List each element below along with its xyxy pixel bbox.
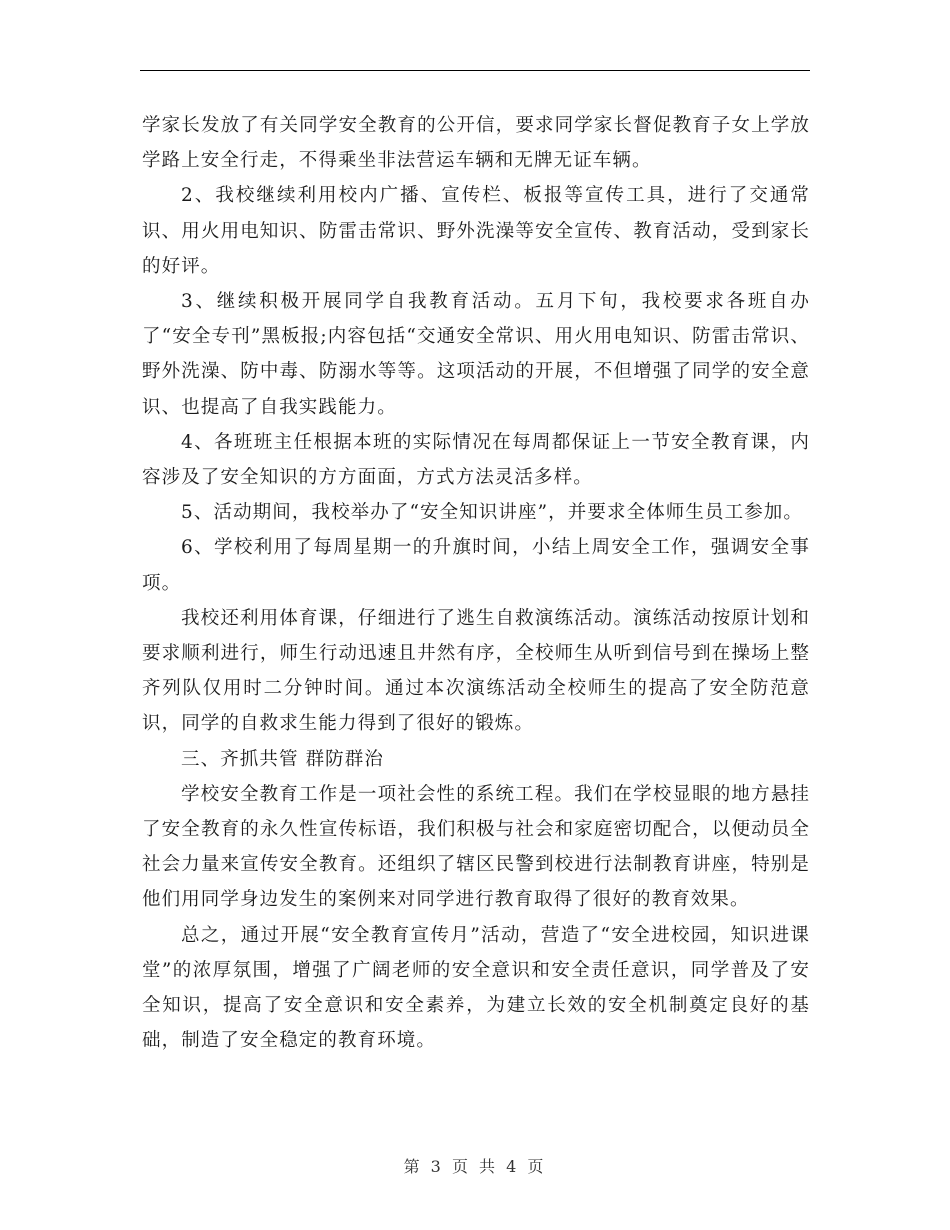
paragraph-10: 总之，通过开展“安全教育宣传月”活动，营造了“安全进校园，知识进课堂”的浓厚氛围，增强了广阔老师的安全意识和安全责任意识，同学普及了安全知识，提高了安全意识和安全素养，为建立长效的安全机制奠定良好的基础，制造了安全稳定的教育环境。 (142, 924, 810, 1052)
paragraph-5: 5、活动期间，我校举办了“安全知识讲座”，并要求全体师生员工参加。 (181, 502, 803, 524)
paragraph-1: 学家长发放了有关同学安全教育的公开信，要求同学家长督促教育子女上学放学路上安全行走，不得乘坐非法营运车辆和无牌无证车辆。 (142, 115, 810, 172)
paragraph-2: 2、我校继续利用校内广播、宣传栏、板报等宣传工具，进行了交通常识、用火用电知识、防雷击常识、野外洗澡等安全宣传、教育活动，受到家长的好评。 (142, 185, 810, 277)
document-body (142, 108, 810, 1058)
paragraph-7: 我校还利用体育课，仔细进行了逃生自救演练活动。演练活动按原计划和要求顺利进行，师生行动迅速且井然有序，全校师生从听到信号到在操场上整齐列队仅用时二分钟时间。通过本次演练活动全校师生的提高了安全防范意识，同学的自救求生能力得到了很好的锻炼。 (142, 607, 810, 735)
paragraph-3: 3、继续积极开展同学自我教育活动。五月下旬，我校要求各班自办了“安全专刊”黑板报;内容包括“交通安全常识、用火用电知识、防雷击常识、野外洗澡、防中毒、防溺水等等。这项活动的开展，不但增强了同学的安全意识、也提高了自我实践能力。 (142, 291, 810, 418)
header-rule (140, 70, 810, 71)
page-number-footer: 第 3 页 共 4 页 (403, 1157, 547, 1176)
paragraph-4: 4、各班班主任根据本班的实际情况在每周都保证上一节安全教育课，内容涉及了安全知识的方方面面，方式方法灵活多样。 (142, 431, 810, 489)
paragraph-6: 6、学校利用了每周星期一的升旗时间，小结上周安全工作，强调安全事项。 (142, 537, 810, 594)
paragraph-9: 学校安全教育工作是一项社会性的系统工程。我们在学校显眼的地方悬挂了安全教育的永久性宣传标语，我们积极与社会和家庭密切配合，以便动员全社会力量来宣传安全教育。还组织了辖区民警到校进行法制教育讲座，特别是他们用同学身边发生的案例来对同学进行教育取得了很好的教育效果。 (142, 783, 810, 911)
section-heading: 三、齐抓共管 群防群治 (181, 748, 384, 770)
